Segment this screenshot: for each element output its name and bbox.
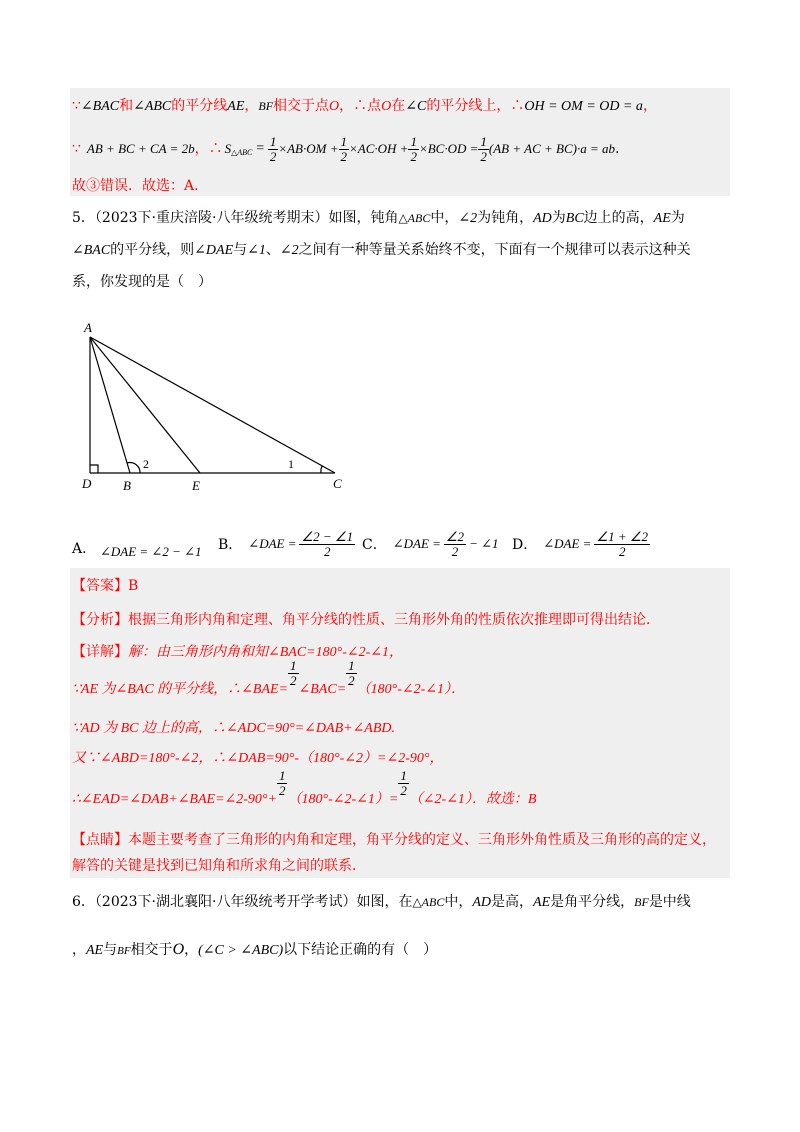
option-a-label: A． <box>72 541 97 557</box>
detail-line-5: ∴∠EAD=∠DAB+∠BAE=∠2-90°+ $\frac{1}{2}$ （180°-∠2-∠1）= $\frac{1}{2}$ （∠2-∠1）．故选：B <box>72 768 537 807</box>
fraction-half: $\frac{1}{2}$ <box>348 658 355 688</box>
comment-line-2: 解答的关键是找到已知角和所求角之间的联系． <box>72 858 366 874</box>
detail-line-3: ∵AD 为 BC 边上的高，∴∠ADC=90°=∠DAB+∠ABD. <box>72 721 396 736</box>
q5-line-2: ∠BAC的平分线，则∠DAE与∠1、∠2之间有一种等量关系始终不变，下面有一个规律可以表示这种关 <box>72 242 691 258</box>
fraction-half: $\frac{1}{2}$ <box>410 133 417 164</box>
label-A: A <box>84 320 92 335</box>
fraction-half: $\frac{1}{2}$ <box>400 768 407 798</box>
prev-solution-line-3: 故③错误．故选：A. <box>72 178 199 194</box>
fraction-half: $\frac{1}{2}$ <box>269 133 277 164</box>
fraction-half: $\frac{1}{2}$ <box>480 133 487 164</box>
option-d-fraction: $\frac{\angle 1 + \angle 2}{2}$ <box>596 528 649 559</box>
q6-line-1: 6．（2023下·湖北襄阳·八年级统考开学考试）如图，在△ABC中，AD是高，AE是角平分线，BF是中线 <box>72 894 691 910</box>
segment-AE <box>90 337 200 473</box>
label-angle-2: 2 <box>143 457 149 471</box>
option-b-label: B． <box>218 537 243 553</box>
label-angle-1: 1 <box>288 457 294 471</box>
fraction-half: $\frac{1}{2}$ <box>290 658 297 688</box>
detail-line-2: ∵AE 为∠BAC 的平分线，∴∠BAE= $\frac{1}{2}$ ∠BAC= $\frac{1}{2}$ （180°-∠2-∠1）． <box>72 658 466 697</box>
triangle-figure <box>70 310 360 495</box>
option-b-fraction: $\frac{\angle 2 - \angle 1}{2}$ <box>301 528 354 559</box>
option-b[interactable]: B． ∠DAE = $\frac{\angle 2 - \angle 1}{2}$ <box>218 528 354 559</box>
comment-line-1: 【点睛】本题主要考查了三角形的内角和定理，角平分线的定义、三角形外角性质及三角形的高的定义， <box>72 832 716 848</box>
label-E: E <box>192 478 200 493</box>
q5-line-3: 系，你发现的是（ ） <box>72 274 212 290</box>
option-a-expr: ∠DAE = ∠2 − ∠1 <box>100 544 202 559</box>
option-c[interactable]: C． ∠DAE = $\frac{\angle 2}{2}$ − ∠1 <box>362 528 499 559</box>
option-d-label: D． <box>512 537 538 553</box>
label-C: C <box>333 476 342 491</box>
option-c-fraction: $\frac{\angle 2}{2}$ <box>445 528 465 559</box>
analysis-line: 【分析】根据三角形内角和定理、角平分线的性质、三角形外角的性质依次推理即可得出结论． <box>72 612 660 628</box>
label-D: D <box>82 476 92 491</box>
q6-line-2: ，AE与BF相交于O，(∠C > ∠ABC)以下结论正确的有（ ） <box>72 941 438 958</box>
option-a[interactable] <box>72 524 202 564</box>
answer-line: 【答案】B <box>72 578 139 594</box>
fraction-half: $\frac{1}{2}$ <box>340 133 347 164</box>
segment-AB <box>90 337 130 473</box>
segment-AC <box>90 337 335 473</box>
angle-1-arc <box>321 466 322 473</box>
label-B: B <box>123 478 131 493</box>
prev-solution-line-1: ∵∠BAC和∠ABC的平分线AE，BF相交于点O，∴点O在∠C的平分线上，∴OH = OM = OD = a， <box>72 98 657 114</box>
option-d[interactable]: D． ∠DAE = $\frac{\angle 1 + \angle 2}{2}$ <box>512 528 649 559</box>
option-c-label: C． <box>362 537 387 553</box>
prev-solution-line-2: ∵ AB + BC + CA = 2b ，∴ S △ABC = $\frac{1}{2}$ ×AB·OM + $\frac{1}{2}$ ×AC·OH + $\frac{1}{2}$ ×BC·OD = $\frac{1}{2}$ (AB + AC + BC)·a = ab . <box>72 133 620 164</box>
q5-line-1: 5．（2023下·重庆涪陵·八年级统考期末）如图，钝角△ABC中，∠2为钝角，AD为BC边上的高，AE为 <box>72 210 685 226</box>
fraction-half: $\frac{1}{2}$ <box>278 768 286 798</box>
right-angle-mark <box>90 465 98 473</box>
detail-line-4: 又∵∠ABD=180°-∠2，∴∠DAB=90°-（180°-∠2）=∠2-90°， <box>72 751 444 766</box>
detail-line-1: 【详解】解：由三角形内角和知∠BAC=180°-∠2-∠1， <box>72 644 404 660</box>
